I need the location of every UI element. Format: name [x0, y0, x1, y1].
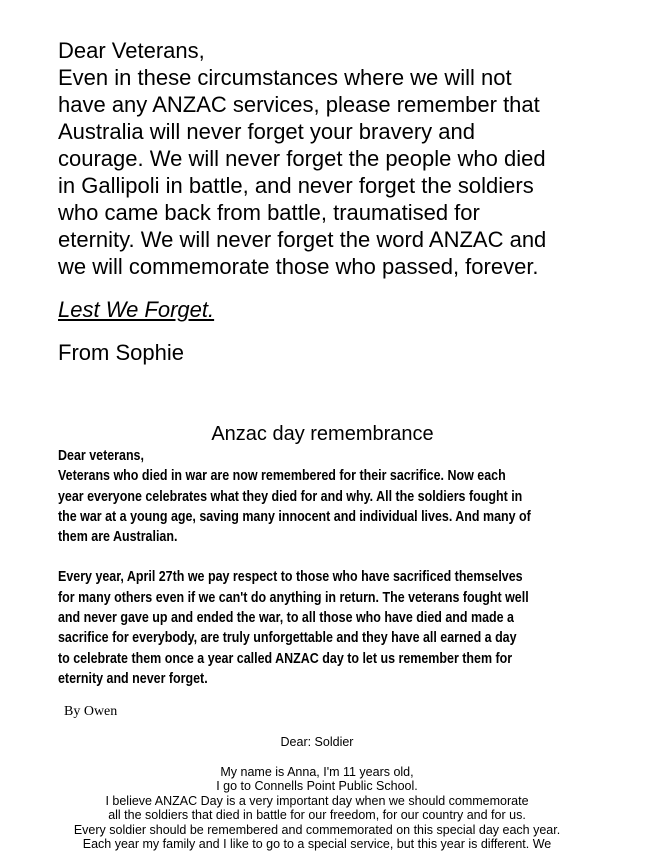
letter-owen [58, 446, 565, 689]
letter-line: the war at a young age, saving many innocent and individual lives. And many of [58, 508, 531, 525]
letter-line: Each year my family and I like to go to a special service, but this year is different. We [82, 837, 552, 851]
letter-line: Veterans who died in war are now remembered for their sacrifice. Now each [58, 468, 506, 485]
letter-line: Dear Veterans, [58, 38, 205, 63]
letter-line: eternity. We will never forget the word ANZAC and [58, 227, 547, 252]
signature-sophie: From Sophie [58, 340, 184, 365]
lest-we-forget: Lest We Forget. [58, 297, 215, 322]
letter-sophie [58, 37, 638, 366]
letter-line: to celebrate them once a year called ANZAC day to let us remember them for [58, 650, 513, 667]
letter-line: Australia will never forget your bravery and [58, 119, 475, 144]
letter-line: Dear veterans, [58, 448, 144, 464]
letter-owen-title: Anzac day remembrance [211, 423, 434, 445]
letter-line: sacrifice for everybody, are truly unforgettable and they have all earned a day [58, 630, 517, 647]
letter-line: My name is Anna, I'm 11 years old, [220, 764, 414, 779]
letter-line: and never gave up and ended the war, to all those who have died and made a [58, 610, 514, 627]
letter-anna [0, 735, 634, 852]
letter-line: I believe ANZAC Day is a very important day when we should commemorate [105, 793, 529, 808]
letter-line: Even in these circumstances where we will not [58, 65, 512, 90]
letter-line: them are Australian. [58, 529, 178, 546]
letter-line: have any ANZAC services, please remember that [58, 92, 540, 117]
letter-greeting: Dear: Soldier [280, 735, 354, 749]
letter-line: Every soldier should be remembered and commemorated on this special day each year. [73, 822, 561, 837]
letter-line: we will commemorate those who passed, forever. [58, 254, 539, 279]
letter-line: Every year, April 27th we pay respect to those who have sacrificed themselves [58, 569, 523, 586]
letter-line: all the soldiers that died in battle for our freedom, for our country and for us. [108, 808, 526, 822]
letter-line: year everyone celebrates what they died for and why. All the soldiers fought in [58, 488, 523, 505]
letter-line: I go to Connells Point Public School. [216, 779, 418, 793]
letter-line: in Gallipoli in battle, and never forget the soldiers [58, 173, 534, 198]
paragraph-gap [58, 547, 565, 567]
letter-line: for many others even if we can't do anything in return. The veterans fought well [58, 589, 529, 606]
letter-line: eternity and never forget. [58, 670, 208, 687]
letter-line: courage. We will never forget the people who died [58, 146, 546, 171]
signature-owen: By Owen [64, 704, 118, 719]
letter-line: who came back from battle, traumatised for [58, 200, 480, 225]
